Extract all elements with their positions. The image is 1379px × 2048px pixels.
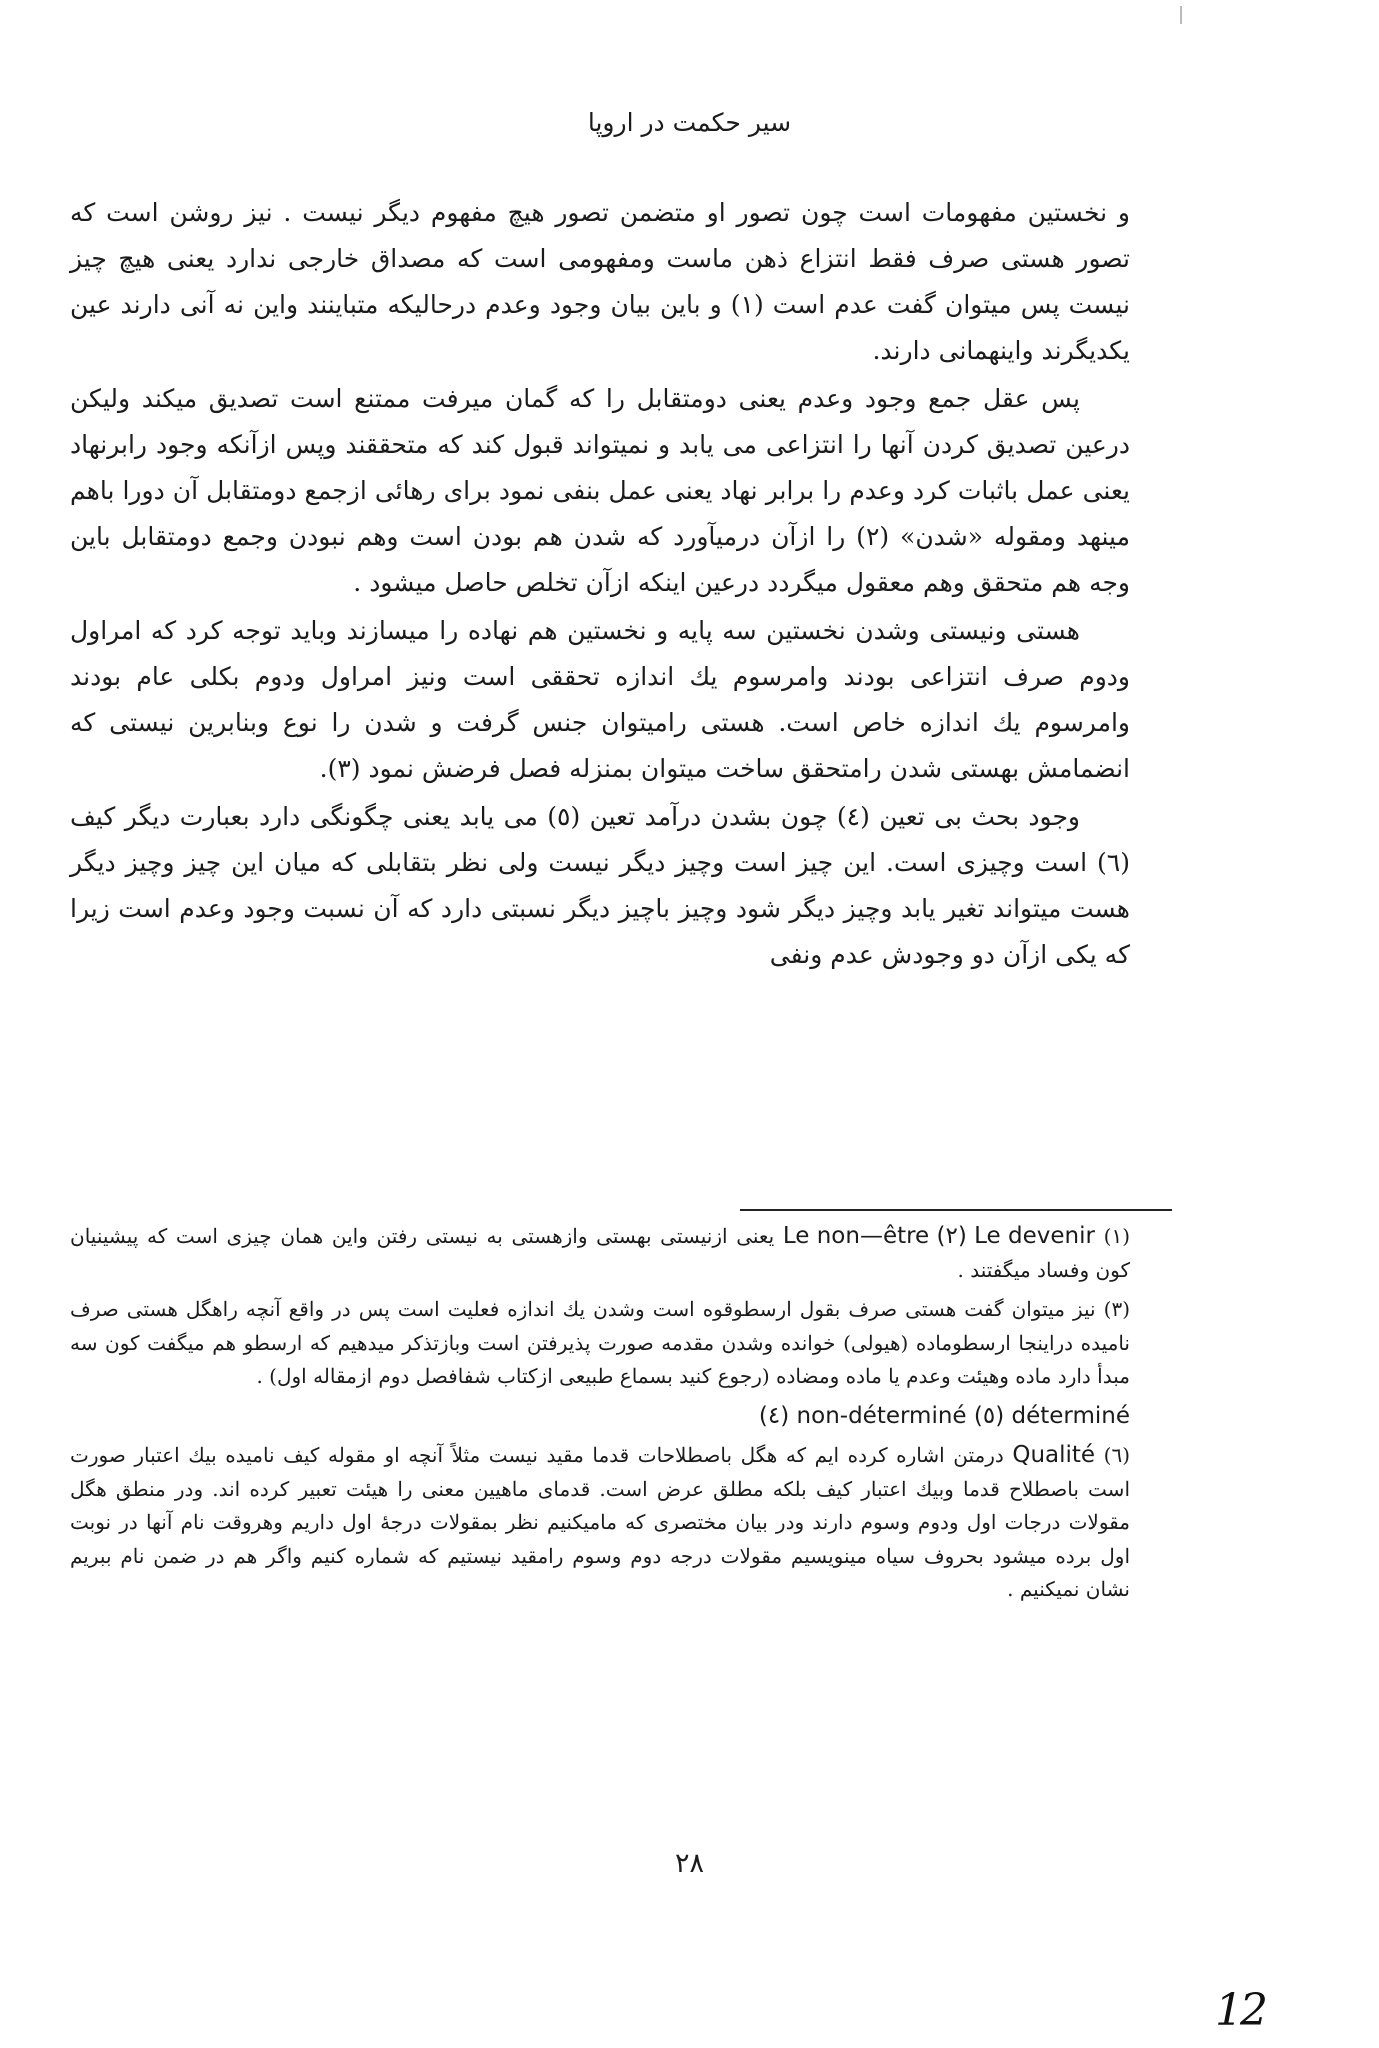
- footnote-1-number: (١): [1103, 1224, 1131, 1248]
- footnote-3: [70, 1293, 1130, 1394]
- page-number: ٢٨: [674, 1848, 704, 1879]
- footnote-6-latin: Qualité: [1012, 1442, 1096, 1468]
- footnote-divider: [740, 1209, 1172, 1211]
- footnote-4-5: (٤) non-déterminé (٥) déterminé: [758, 1402, 1130, 1429]
- footnote-1-latin: Le non—être (٢) Le devenir: [782, 1223, 1095, 1249]
- footnote-3-text: نیز میتوان گفت هستی صرف بقول ارسطوقوه است وشدن یك اندازه فعلیت است پس در واقع آنچه راهگل هستی صرف نامیده دراینجا ارسطوماده (هیولی) خوانده وشدن مقدمه صورت پذیرفتن است وبازتذکر میدهیم که ارسطو هم میگفت کون سه مبدأ دارد ماده وهیئت وعدم یا ماده ومضاده (رجوع کنید بسماع طبیعی ازکتاب شفافصل دوم ازمقاله اول) .: [70, 1297, 1130, 1388]
- footnote-1-text: یعنی ازنیستی بهستی وازهستی به نیستی رفتن واین همان چیزی است که پیشینیان کون وفساد میگفتند .: [70, 1224, 1130, 1282]
- scan-speck: [1180, 6, 1182, 24]
- handwritten-folio-number: 12: [1215, 1985, 1265, 2036]
- footnote-6: [70, 1439, 1130, 1607]
- paragraph-1: و نخستین مفهومات است چون تصور او متضمن تصور هیچ مفهوم دیگر نیست . نیز روشن است که تصور هستی صرف فقط انتزاع ذهن ماست ومفهومی است که مصداق خارجی ندارد یعنی هیچ چیز نیست پس میتوان گفت عدم است (١) و باین بیان وجود وعدم درحالیکه متباینند واین نه آنی دارند عین یکدیگرند واینهمانی دارند.: [70, 198, 1130, 365]
- paragraph-3: هستی ونیستی وشدن نخستین سه پایه و نخستین هم نهاده را میسازند وباید توجه کرد که امراول ودوم صرف انتزاعی بودند وامرسوم یك اندازه تحققی است ونیز امراول ودوم بکلی عام بودند وامرسوم یك اندازه خاص است. هستی رامیتوان جنس گرفت و شدن را نوع وبنابرین نیستی که انضمامش بهستی شدن رامتحقق ساخت میتوان بمنزله فصل فرضش نمود (٣).: [70, 616, 1130, 783]
- footnote-3-number: (٣): [1103, 1297, 1130, 1321]
- footnote-1: [70, 1220, 1130, 1287]
- footnotes: [70, 1220, 1130, 1613]
- footnote-6-number: (٦): [1103, 1443, 1131, 1467]
- running-header: سیر حکمت در اروپا: [587, 108, 792, 137]
- main-text: [70, 190, 1130, 980]
- paragraph-4: وجود بحث بی تعین (٤) چون بشدن درآمد تعین (٥) می یابد یعنی چگونگی دارد بعبارت دیگر کیف (٦) است وچیزی است. این چیز است وچیز دیگر نیست ولی نظر بتقابلی که میان این چیز وچیز دیگر هست میتواند تغیر یابد وچیز دیگر شود وچیز باچیز دیگر نسبتی دارد که آن نسبت وجود وعدم است زیرا که یکی ازآن دو وجودش عدم ونفی: [70, 802, 1130, 969]
- paragraph-2: پس عقل جمع وجود وعدم یعنی دومتقابل را که گمان میرفت ممتنع است تصدیق میکند ولیکن درعین تصدیق کردن آنها را انتزاعی می یابد و نمیتواند قبول کند که متحققند وپس ازآنکه وجود رابرنهاد یعنی عمل باثبات کرد وعدم را برابر نهاد یعنی عمل بنفی نمود برای رهائی ازجمع دومتقابل آن دورا باهم مینهد ومقوله «شدن» (٢) را ازآن درمیآورد که شدن هم بودن است وهم نبودن وجمع دومتقابل باین وجه هم متحقق وهم معقول میگردد درعین اینکه ازآن تخلص حاصل میشود .: [70, 384, 1130, 597]
- footnote-6-text: درمتن اشاره کرده ایم که هگل باصطلاحات قدما مقید نیست مثلاً آنچه او مقوله کیف نامیده بیك اعتبار صورت است باصطلاح قدما وبیك اعتبار کیف بلکه مطلق عرض است. قدمای ماهیین معنی را هیئت تعبیر کرده اند. ودر منطق هگل مقولات درجات اول ودوم وسوم دارند ودر بیان مختصری که مامیکنیم نظر بمقولات درجهٔ اول داریم وهروقت نام آنها در نوبت اول برده میشود بحروف سیاه مینویسیم مقولات درجه دوم وسوم رامقید نیستیم که شماره کنیم واگر هم در ضمن نام ببریم نشان نمیکنیم .: [70, 1443, 1130, 1601]
